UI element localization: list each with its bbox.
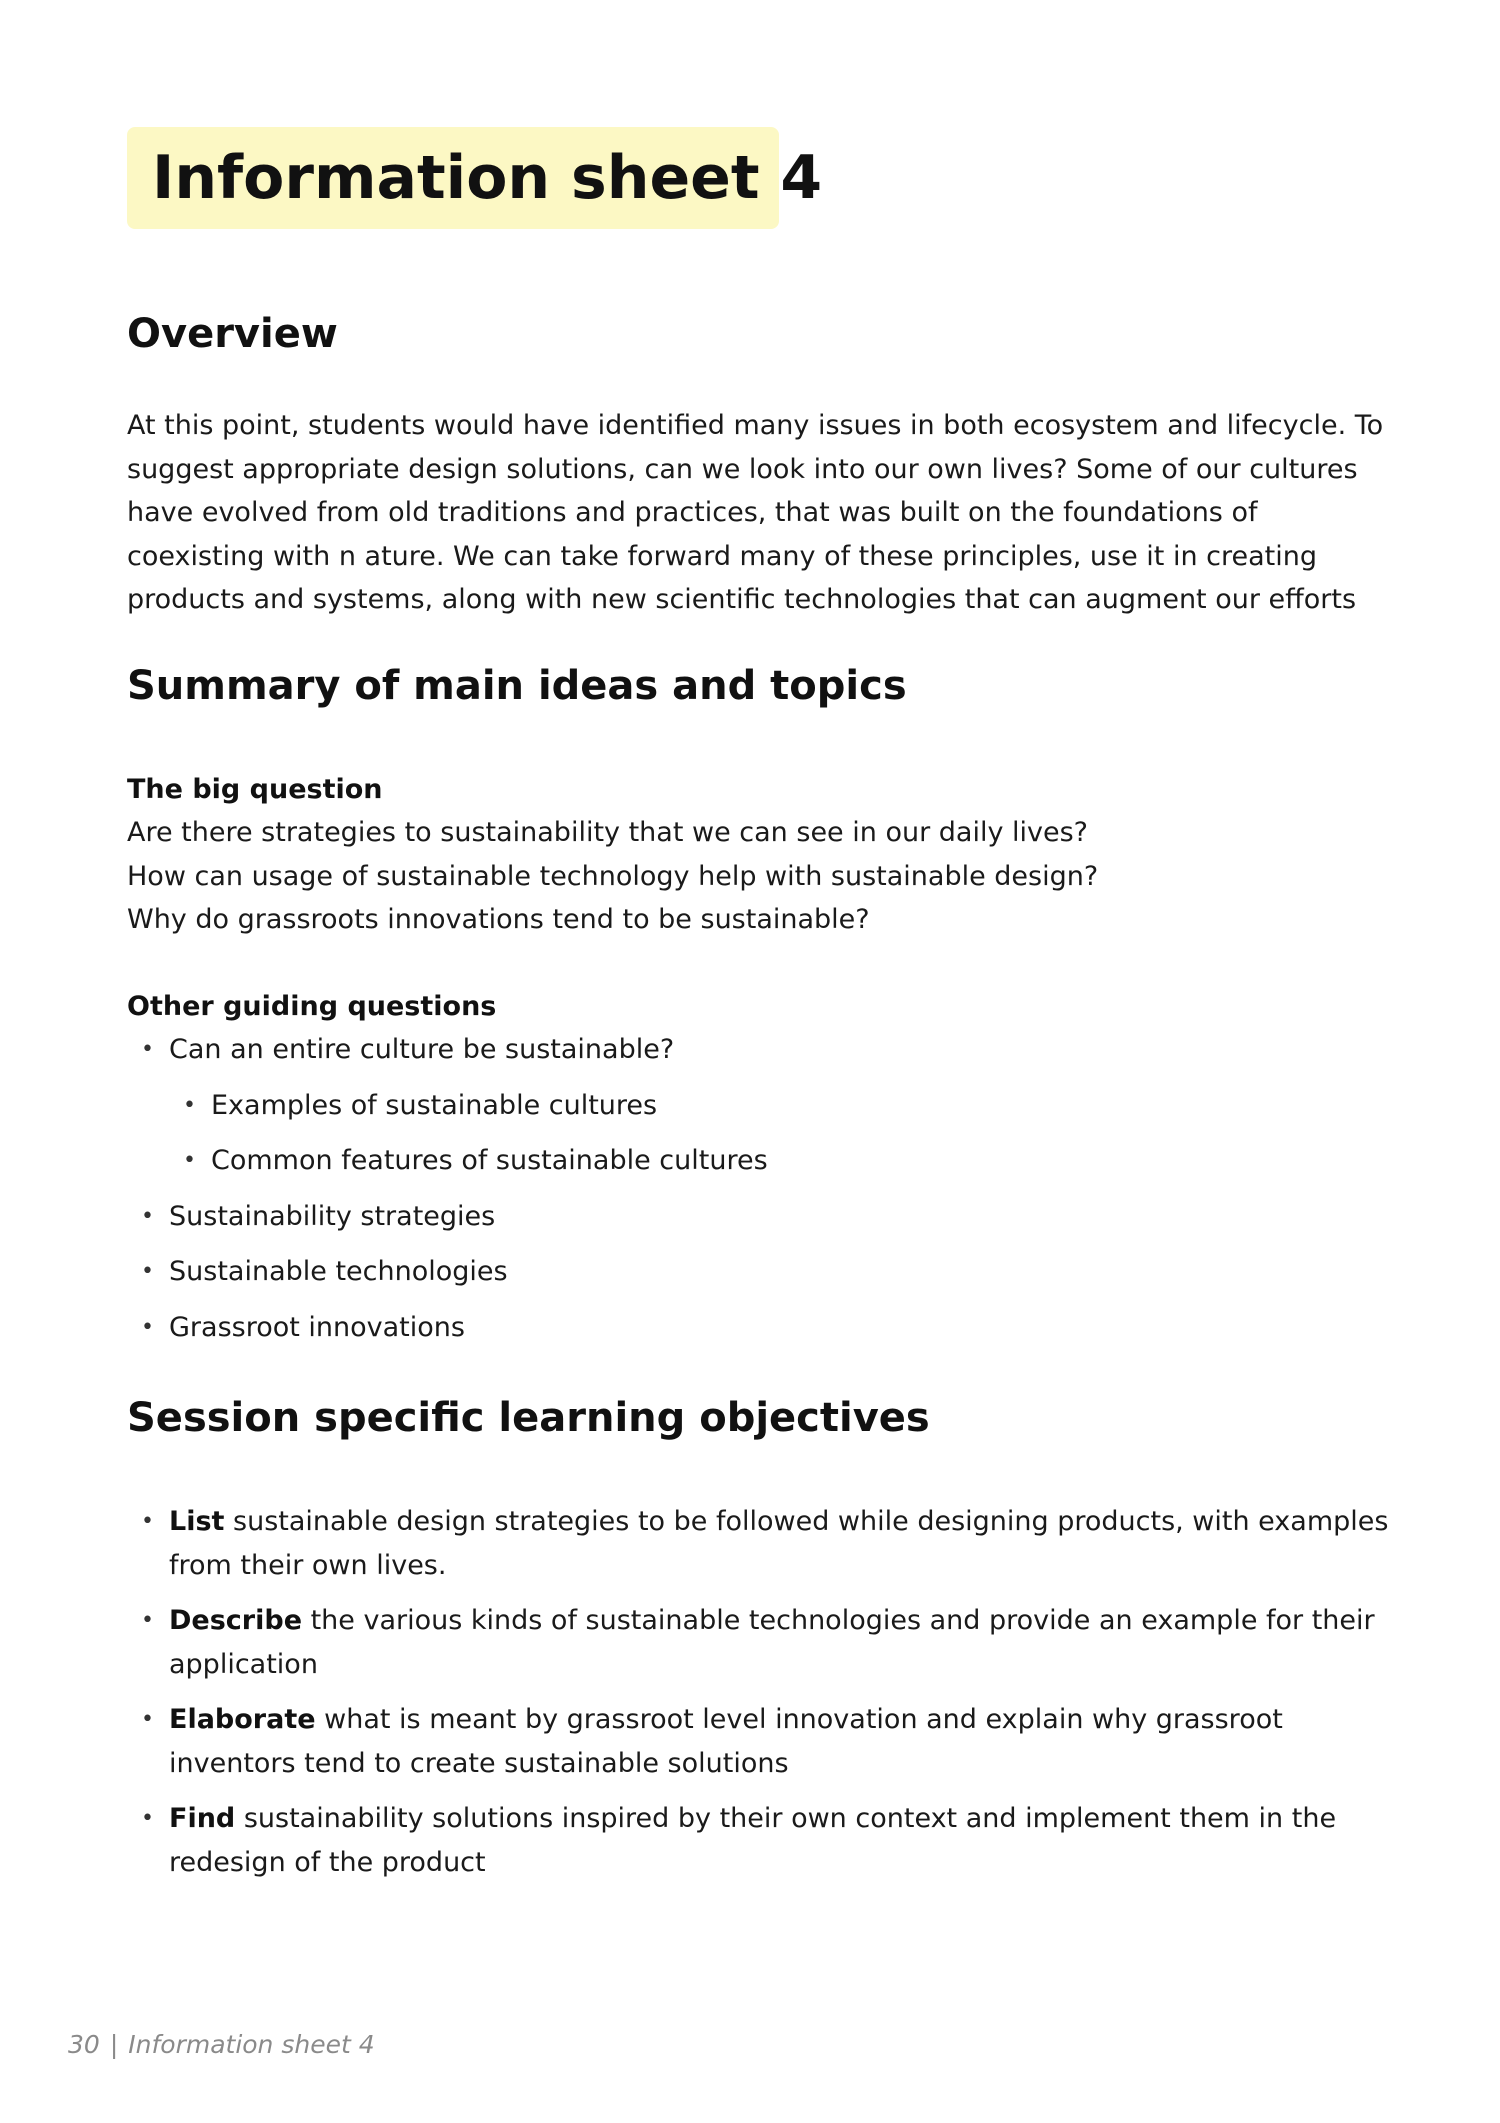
objective-item	[127, 1797, 1389, 1884]
page-title: Information sheet 4	[152, 143, 823, 213]
page-number: 30	[68, 2030, 100, 2059]
big-question-list	[127, 811, 1098, 942]
objective-item	[127, 1599, 1389, 1686]
big-question-heading: The big question	[127, 774, 383, 805]
objectives-heading: Session specific learning objectives	[127, 1395, 930, 1441]
overview-paragraph: At this point, students would have identified many issues in both ecosystem and lifecycle. To suggest appropriate design solutions, can we look into our own lives? Some of our cultures have evolved from old traditions and practices, that was built on the foundations of coexisting with n ature. We can take forward many of these principles, use it in creating products and systems, along with new scientific technologies that can augment our efforts	[127, 410, 1384, 615]
guiding-question-item: • Sustainable technologies	[127, 1250, 1327, 1294]
guiding-question-item: • Can an entire culture be sustainable?	[127, 1028, 1327, 1072]
objective-text: the various kinds of sustainable technologies and provide an example for their application	[169, 1605, 1375, 1680]
big-question-line: Are there strategies to sustainability that we can see in our daily lives?	[127, 817, 1088, 848]
page-footer	[68, 2030, 375, 2059]
summary-heading: Summary of main ideas and topics	[127, 663, 907, 709]
objectives-list	[127, 1500, 1389, 1896]
big-question-line: Why do grassroots innovations tend to be sustainable?	[127, 904, 870, 935]
guiding-question-subitem: • Examples of sustainable cultures	[127, 1084, 1327, 1128]
objective-text: what is meant by grassroot level innovation and explain why grassroot inventors tend to create sustainable solutions	[169, 1704, 1283, 1779]
big-question-line: How can usage of sustainable technology help with sustainable design?	[127, 860, 1099, 892]
guiding-questions-heading: Other guiding questions	[127, 991, 497, 1022]
footer-section-title: Information sheet 4	[128, 2030, 375, 2059]
guiding-question-item: • Sustainability strategies	[127, 1195, 1327, 1239]
objective-verb: Elaborate	[169, 1704, 316, 1735]
guiding-question-subitem: • Common features of sustainable cultures	[127, 1139, 1327, 1183]
objective-item	[127, 1500, 1389, 1587]
objective-item	[127, 1698, 1389, 1785]
guiding-question-item: • Grassroot innovations	[127, 1306, 1327, 1350]
overview-heading: Overview	[127, 311, 338, 357]
footer-separator: |	[109, 2030, 119, 2059]
guiding-questions-list	[127, 1028, 1327, 1361]
objective-text: sustainable design strategies to be followed while designing products, with examples from their own lives.	[169, 1506, 1389, 1581]
objective-verb: Find	[169, 1803, 236, 1834]
objective-text: sustainability solutions inspired by their own context and implement them in the redesign of the product	[169, 1803, 1337, 1878]
objective-verb: List	[169, 1506, 225, 1537]
objective-verb: Describe	[169, 1605, 303, 1636]
